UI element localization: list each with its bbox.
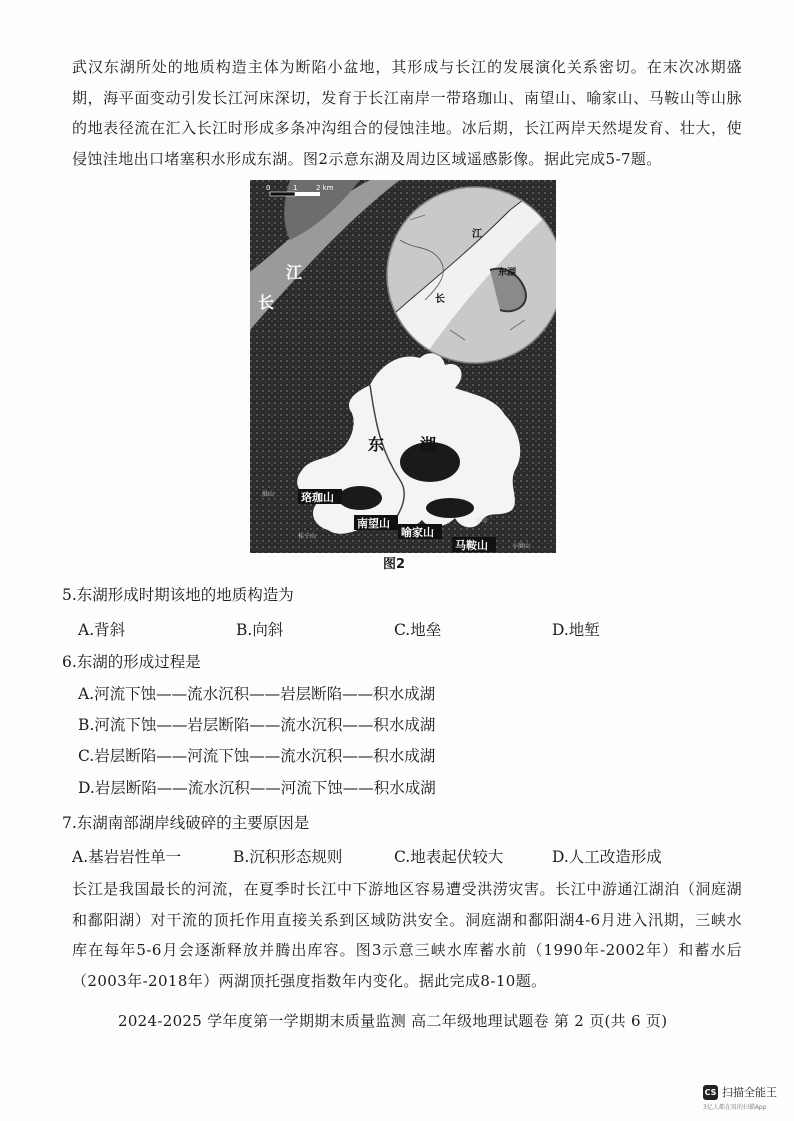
label-xiaohongshan: 小洪山 [512, 543, 531, 550]
question-5-option-b: B.向斜 [236, 621, 284, 639]
label-nanwangshan: 南望山 [357, 517, 390, 530]
inset-map [387, 187, 556, 363]
scale-label-two: 2 km [316, 184, 334, 192]
inset-label-jiang: 江 [472, 229, 482, 240]
scanner-watermark [703, 1084, 777, 1100]
inset-label-donghu: 东湖 [498, 268, 517, 278]
label-moshan: 磨山 [475, 517, 488, 524]
question-5-option-a: A.背斜 [78, 621, 126, 639]
intro-paragraph: 武汉东湖所处的地质构造主体为断陷小盆地，其形成与长江的发展演化关系密切。在末次冰期盛期，海平面变动引发长江河床深切，发育于长江南岸一带珞珈山、南望山、喻家山、马鞍山等山脉的地表径流在汇入长江时形成多条冲沟组合的侵蚀洼地。冰后期，长江两岸天然堤发育、壮大，使侵蚀洼地出口堵塞积水形成东湖。图2示意东湖及周边区域遥感影像。据此完成5-7题。 [72, 58, 742, 168]
label-yujiashan: 喻家山 [401, 526, 434, 539]
label-hongshan: 洪山 [262, 491, 275, 498]
outro-paragraph: 长江是我国最长的河流，在夏季时长江中下游地区容易遭受洪涝灾害。长江中游通江湖泊（洞庭湖和鄱阳湖）对干流的顶托作用直接关系到区域防洪安全。洞庭湖和鄱阳湖4-6月进入汛期，三峡水库在每年5-6月会逐渐释放并腾出库容。图3示意三峡水库蓄水前（1990年-2002年）和蓄水后（2003年-2018年）两湖顶托强度指数年内变化。据此完成8-10题。 [72, 880, 742, 990]
question-5-option-d: D.地堑 [552, 621, 600, 639]
camscanner-logo-icon: CS [703, 1085, 718, 1100]
yujiashan-hill [426, 498, 474, 518]
label-jiang: 江 [286, 263, 303, 282]
label-donghu-dong: 东 [368, 435, 385, 454]
page-footer: 2024-2025 学年度第一学期期末质量监测 高二年级地理试题卷 第 2 页(共 6 页) [118, 1012, 668, 1030]
question-6-option-d: D.岩层断陷——流水沉积——河流下蚀——积水成湖 [78, 779, 436, 797]
label-luojiashan: 珞珈山 [301, 491, 334, 504]
label-chang: 长 [258, 293, 275, 312]
question-7-option-a: A.基岩岩性单一 [72, 848, 182, 866]
figure-caption: 图2 [383, 557, 406, 572]
label-guizishan: 桂子山 [298, 533, 317, 540]
question-5-option-c: C.地垒 [394, 621, 442, 639]
question-5-stem: 5.东湖形成时期该地的地质构造为 [62, 586, 294, 604]
question-7-option-d: D.人工改造形成 [552, 848, 662, 866]
question-7-option-c: C.地表起伏较大 [394, 848, 504, 866]
luojiashan-hill [338, 486, 382, 510]
question-6-stem: 6.东湖的形成过程是 [62, 653, 201, 671]
inset-label-chang: 长 [435, 294, 445, 305]
scale-label-zero: 0 [266, 184, 271, 192]
question-7-option-b: B.沉积形态规则 [233, 848, 343, 866]
label-maanshan: 马鞍山 [455, 539, 488, 552]
label-donghu-hu: 湖 [420, 435, 437, 454]
watermark-name: 扫描全能王 [722, 1086, 777, 1099]
watermark-subtitle: 3亿人都在用的扫描App [703, 1104, 767, 1111]
question-6-option-c: C.岩层断陷——河流下蚀——流水沉积——积水成湖 [78, 747, 436, 765]
question-6-option-a: A.河流下蚀——流水沉积——岩层断陷——积水成湖 [78, 685, 436, 703]
question-6-option-b: B.河流下蚀——岩层断陷——流水沉积——积水成湖 [78, 716, 436, 734]
question-7-stem: 7.东湖南部湖岸线破碎的主要原因是 [62, 814, 310, 832]
scale-label-one: 1 [293, 184, 298, 192]
satellite-image-figure [250, 180, 556, 553]
